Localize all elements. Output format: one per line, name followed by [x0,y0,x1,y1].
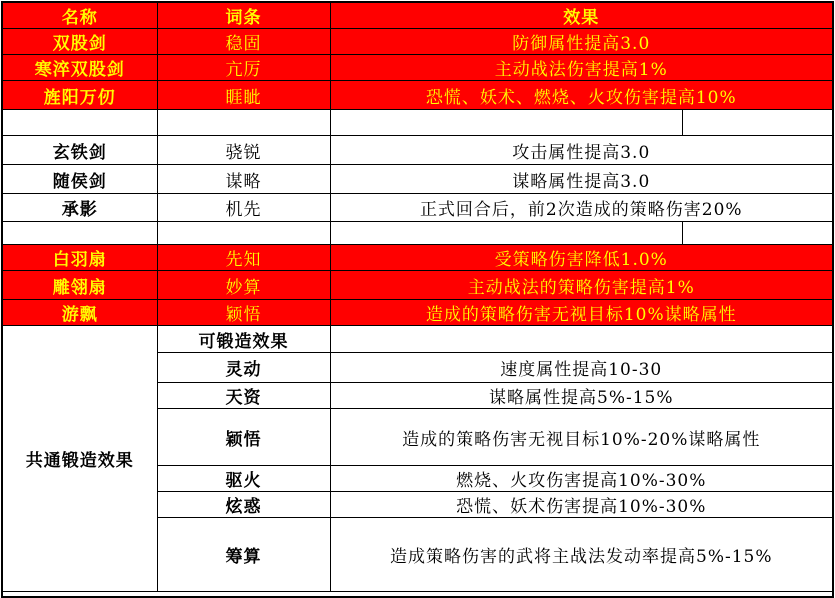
bottom-filler-row [2,592,833,597]
empty-row [2,110,833,136]
entry-cell: 睚眦 [157,81,330,110]
effect-cell: 恐慌、妖术、燃烧、火攻伤害提高10% [330,81,833,110]
entry-cell: 颖悟 [157,409,330,466]
empty-cell [2,592,833,597]
effect-cell: 受策略伤害降低1.0% [330,245,833,271]
table-row [2,55,833,81]
forgeable-header-cell: 可锻造效果 [157,326,330,353]
effect-cell: 主动战法的策略伤害提高1% [330,271,833,300]
entry-cell: 妙算 [157,271,330,300]
entry-cell: 谋略 [157,165,330,194]
empty-cell [2,222,157,245]
entry-cell: 天资 [157,383,330,409]
table-row [2,300,833,326]
table-row [2,194,833,222]
table-header-row [2,2,833,29]
empty-cell [682,222,833,245]
weapon-name-cell: 游飘 [2,300,157,326]
entry-cell: 筹算 [157,518,330,592]
entry-cell: 灵动 [157,353,330,383]
entry-cell: 机先 [157,194,330,222]
weapon-name-cell: 承影 [2,194,157,222]
empty-row [2,222,833,245]
entry-cell: 炫惑 [157,492,330,518]
empty-cell [157,222,330,245]
header-name: 名称 [2,2,157,29]
empty-cell [682,110,833,136]
effect-cell: 主动战法伤害提高1% [330,55,833,81]
common-section-label: 共通锻造效果 [2,326,157,592]
entry-cell: 稳固 [157,29,330,55]
table-row [2,81,833,110]
entry-cell: 骁锐 [157,136,330,165]
effect-cell: 恐慌、妖术伤害提高10%-30% [330,492,833,518]
effect-cell: 燃烧、火攻伤害提高10%-30% [330,466,833,492]
entry-cell: 颖悟 [157,300,330,326]
table-row [2,165,833,194]
table-row [2,326,833,353]
effect-cell: 谋略属性提高5%-15% [330,383,833,409]
weapon-name-cell: 白羽扇 [2,245,157,271]
weapon-name-cell: 雕翎扇 [2,271,157,300]
effect-cell: 谋略属性提高3.0 [330,165,833,194]
effect-cell: 速度属性提高10-30 [330,353,833,383]
table-row [2,245,833,271]
weapon-name-cell: 旌阳万仞 [2,81,157,110]
effect-cell: 造成的策略伤害无视目标10%谋略属性 [330,300,833,326]
weapon-name-cell: 随侯剑 [2,165,157,194]
empty-cell [330,222,682,245]
weapon-forge-table [1,1,834,598]
weapon-name-cell: 玄铁剑 [2,136,157,165]
effect-cell: 造成策略伤害的武将主战法发动率提高5%-15% [330,518,833,592]
header-entry: 词条 [157,2,330,29]
effect-cell: 防御属性提高3.0 [330,29,833,55]
empty-cell [2,110,157,136]
entry-cell: 亢厉 [157,55,330,81]
table-row [2,136,833,165]
weapon-name-cell: 寒淬双股剑 [2,55,157,81]
weapon-name-cell: 双股剑 [2,29,157,55]
header-effect: 效果 [330,2,833,29]
table-row [2,271,833,300]
empty-cell [157,110,330,136]
effect-cell: 造成的策略伤害无视目标10%-20%谋略属性 [330,409,833,466]
effect-cell: 正式回合后，前2次造成的策略伤害20% [330,194,833,222]
entry-cell: 先知 [157,245,330,271]
entry-cell: 驱火 [157,466,330,492]
effect-cell: 攻击属性提高3.0 [330,136,833,165]
effect-cell [330,326,833,353]
table-row [2,29,833,55]
empty-cell [330,110,682,136]
